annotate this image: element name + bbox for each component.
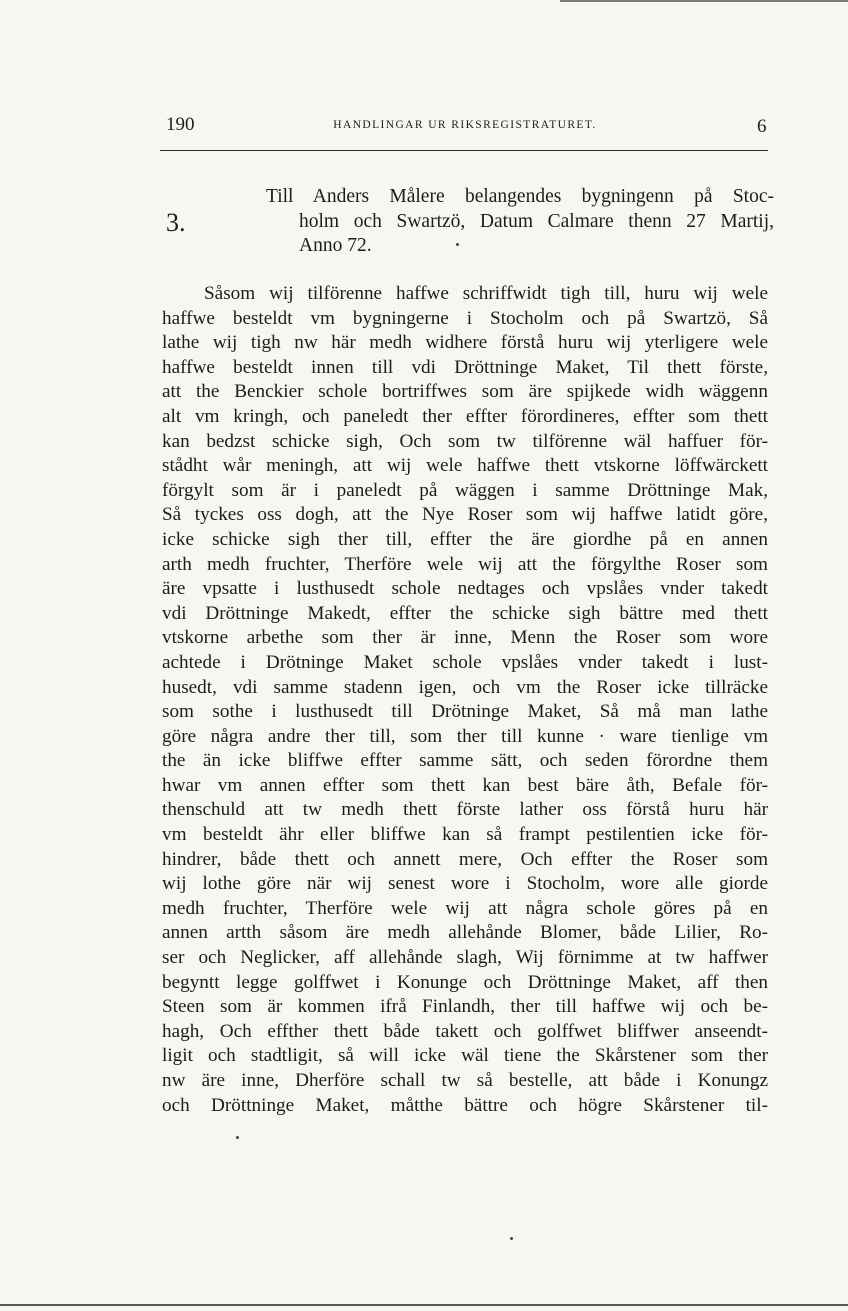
body-line: förgylt som är i paneledt på wäggen i samme Dröttninge Mak, bbox=[162, 479, 768, 501]
body-line: Så tyckes oss dogh, att the Nye Roser som wij haffwe latidt göre, bbox=[162, 504, 768, 526]
body-line: hwar vm annen effter som thett kan best bäre åth, Befale för- bbox=[162, 774, 768, 796]
body-line: att the Benckier schole bortriffwes som äre spijkede widh wäggenn bbox=[162, 381, 768, 403]
body-line: lathe wij tigh nw här medh widhere förstå huru wij yterligere wele bbox=[162, 332, 768, 354]
heading-line: holm och Swartzö, Datum Calmare thenn 27 Martij, bbox=[299, 210, 774, 232]
scan-edge-top-line bbox=[560, 0, 848, 2]
body-line: hagh, Och effther thett både takett och golffwet bliffwer anseendt- bbox=[162, 1020, 768, 1042]
letter-body bbox=[162, 282, 768, 1118]
header-rule bbox=[160, 150, 768, 151]
body-line: stådht wår meningh, att wij wele haffwe thett vtskorne löffwärckett bbox=[162, 455, 768, 477]
body-line: annen artth såsom äre medh allehånde Blomer, både Lilier, Ro- bbox=[162, 922, 768, 944]
body-line: nw äre inne, Dherföre schall tw så bestelle, att både i Konungz bbox=[162, 1070, 768, 1091]
body-line: göre några andre ther till, som ther till kunne · ware tienlige vm bbox=[162, 725, 768, 747]
sheet-number: 6 bbox=[757, 116, 767, 137]
body-line: medh fruchter, Therföre wele wij att några schole göres på en bbox=[162, 897, 768, 919]
body-line: vdi Dröttninge Makedt, effter the schicke sigh bättre med thett bbox=[162, 602, 768, 624]
heading-line: Anno 72. bbox=[299, 235, 372, 256]
page-number: 190 bbox=[166, 114, 195, 135]
body-line: ligit och stadtligit, så will icke wäl tiene the Skårstener som ther bbox=[162, 1045, 768, 1067]
scan-speck bbox=[456, 243, 459, 246]
body-line: vm besteldt ähr eller bliffwe kan så frampt pestilentien icke för- bbox=[162, 824, 768, 846]
body-line: vtskorne arbethe som ther är inne, Menn the Roser som wore bbox=[162, 627, 768, 649]
body-line: alt vm kringh, och paneledt ther effter förordineres, effter som thett bbox=[162, 405, 768, 427]
body-line: thenschuld att tw medh thett förste lather oss förstå huru här bbox=[162, 799, 768, 821]
body-line: som sothe i lusthusedt till Drötninge Maket, Så må man lathe bbox=[162, 701, 768, 723]
entry-number: 3. bbox=[166, 208, 186, 237]
body-line: arth medh fruchter, Therföre wele wij att the förgylthe Roser som bbox=[162, 553, 768, 575]
heading-line: Till Anders Målere belangendes bygningenn på Stoc- bbox=[266, 186, 774, 207]
body-line: hindrer, både thett och annett mere, Och effter the Roser som bbox=[162, 848, 768, 870]
body-line: the än icke bliffwe effter samme sätt, och seden förordne them bbox=[162, 750, 768, 772]
body-line: ser och Neglicker, aff allehånde slagh, Wij förnimme at tw haffwer bbox=[162, 947, 768, 969]
body-line: Såsom wij tilförenne haffwe schriffwidt tigh till, huru wij wele bbox=[204, 283, 768, 304]
scan-speck bbox=[510, 1237, 513, 1240]
scan-speck bbox=[236, 1136, 239, 1139]
body-line: haffwe besteldt innen till vdi Dröttninge Maket, Til thett förste, bbox=[162, 356, 768, 378]
body-line: icke schicke sigh ther till, effter the äre giordhe på en annen bbox=[162, 528, 768, 550]
running-title: HANDLINGAR UR RIKSREGISTRATURET. bbox=[333, 119, 597, 131]
body-line: begyntt legge golffwet i Konunge och Dröttninge Maket, aff then bbox=[162, 971, 768, 993]
body-line: husedt, vdi samme stadenn igen, och vm the Roser icke tillräcke bbox=[162, 676, 768, 698]
body-line: achtede i Drötninge Maket schole vpslåes vnder takedt i lust- bbox=[162, 651, 768, 673]
body-line: haffwe besteldt vm bygningerne i Stocholm och på Swartzö, Så bbox=[162, 307, 768, 329]
body-line: kan bedzst schicke sigh, Och som tw tilförenne wäl haffuer för- bbox=[162, 430, 768, 452]
body-line: och Dröttninge Maket, måtthe bättre och högre Skårstener til- bbox=[162, 1094, 768, 1116]
body-line: wij lothe göre när wij senest wore i Stocholm, wore alle giorde bbox=[162, 873, 768, 895]
body-line: äre vpsatte i lusthusedt schole nedtages och vpslåes vnder takedt bbox=[162, 578, 768, 600]
body-line: Steen som är kommen ifrå Finlandh, ther till haffwe wij och be- bbox=[162, 996, 768, 1018]
entry-heading bbox=[266, 185, 774, 259]
scan-edge-bottom-line bbox=[0, 1304, 848, 1306]
